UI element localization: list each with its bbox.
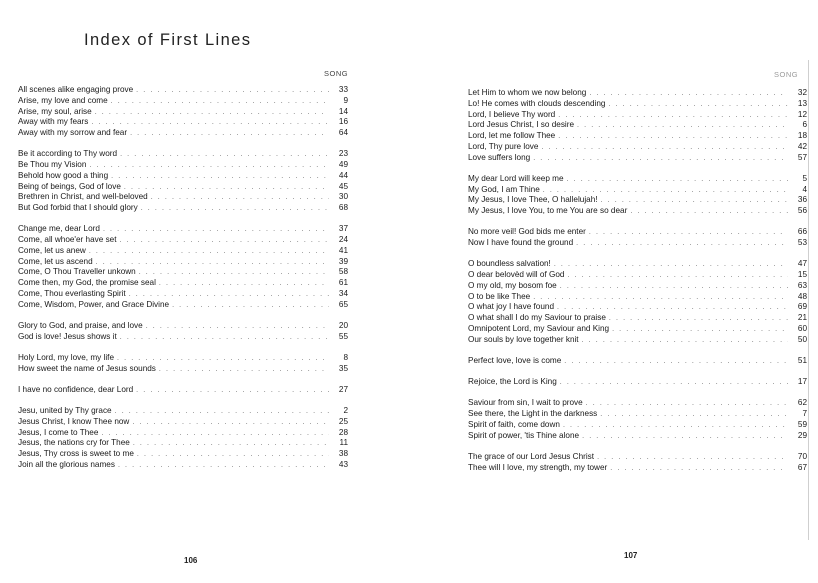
song-number: 53 — [797, 238, 807, 247]
song-number: 56 — [797, 206, 807, 215]
song-number: 23 — [338, 149, 348, 159]
page-number: 107 — [624, 551, 638, 560]
dot-leader — [601, 196, 788, 207]
first-line-text: Lord, I believe Thy word — [468, 109, 556, 119]
song-number: 65 — [338, 299, 348, 309]
dot-leader — [146, 322, 329, 333]
first-line-text: Come, Thou everlasting Spirit — [18, 288, 126, 298]
first-line-text: Jesus, Thy cross is sweet to me — [18, 449, 134, 458]
song-number: 44 — [338, 170, 348, 180]
first-line-text: God is love! Jesus shows it — [18, 331, 117, 341]
dot-leader — [533, 293, 788, 304]
first-line-text: Thee will I love, my strength, my tower — [468, 462, 608, 472]
dot-leader — [141, 204, 329, 215]
dot-leader — [576, 239, 788, 250]
index-group — [468, 452, 807, 474]
first-line-text: O boundless salvation! — [468, 259, 551, 269]
first-line-text: Jesus, the nations cry for Thee — [18, 438, 130, 448]
song-number: 59 — [797, 419, 807, 429]
index-group — [18, 353, 348, 375]
dot-leader — [597, 453, 788, 464]
dot-leader — [120, 333, 329, 344]
page-number: 106 — [184, 556, 198, 565]
dot-leader — [111, 97, 329, 108]
index-entry — [468, 452, 807, 463]
song-number: 41 — [338, 245, 348, 255]
song-number: 35 — [338, 363, 348, 373]
dot-leader — [541, 143, 788, 154]
first-line-text: Behold how good a thing — [18, 170, 109, 180]
song-number: 17 — [797, 377, 807, 386]
dot-leader — [120, 236, 330, 247]
index-entry — [468, 174, 807, 185]
song-number: 68 — [338, 203, 348, 212]
index-group — [468, 174, 807, 217]
index-column-right — [468, 88, 807, 484]
index-entry — [18, 353, 348, 364]
first-line-text: Spirit of power, 'tis Thine alone — [468, 430, 580, 440]
first-line-text: The grace of our Lord Jesus Christ — [468, 451, 595, 461]
index-entry — [468, 335, 807, 346]
dot-leader — [111, 172, 329, 183]
first-line-text: No more veil! God bids me enter — [468, 227, 586, 237]
song-number: 55 — [338, 331, 348, 341]
song-number: 64 — [338, 128, 348, 137]
index-entry — [18, 149, 348, 160]
dot-leader — [554, 260, 788, 271]
first-line-text: Let Him to whom we now belong — [468, 88, 587, 97]
song-number: 39 — [338, 256, 348, 266]
song-number: 29 — [797, 430, 807, 440]
index-entry — [468, 324, 807, 335]
dot-leader — [103, 225, 329, 236]
first-line-text: I have no confidence, dear Lord — [18, 384, 134, 394]
song-number: 24 — [338, 235, 348, 244]
dot-leader — [533, 154, 788, 165]
first-line-text: Lo! He comes with clouds descending — [468, 98, 606, 108]
first-line-text: My Jesus, I love You, to me You are so dear — [468, 206, 628, 215]
song-number: 21 — [797, 313, 807, 322]
song-number: 42 — [797, 141, 807, 151]
dot-leader — [136, 86, 329, 97]
first-line-text: Come, O Thou Traveller unkown — [18, 267, 136, 277]
first-line-text: Love suffers long — [468, 152, 531, 162]
first-line-text: O what shall I do my Saviour to praise — [468, 313, 606, 322]
first-line-text: Come, let us ascend — [18, 256, 93, 266]
index-entry — [18, 267, 348, 278]
first-line-text: Change me, dear Lord — [18, 224, 100, 234]
index-group — [18, 385, 348, 396]
first-line-text: Lord Jesus Christ, I so desire — [468, 120, 575, 130]
song-number: 50 — [797, 334, 807, 344]
index-entry — [18, 417, 348, 428]
dot-leader — [89, 247, 329, 258]
dot-leader — [610, 464, 788, 475]
song-number: 28 — [338, 427, 348, 437]
dot-leader — [609, 314, 788, 325]
index-entry — [468, 227, 807, 238]
first-line-text: Jesu, united by Thy grace — [18, 406, 112, 415]
first-line-text: Perfect love, love is come — [468, 355, 562, 365]
song-number: 57 — [797, 152, 807, 162]
first-line-text: Arise, my soul, arise — [18, 106, 92, 116]
index-entry — [468, 292, 807, 303]
song-number: 30 — [338, 192, 348, 202]
song-number: 16 — [338, 117, 348, 127]
index-entry — [18, 246, 348, 257]
song-number: 4 — [802, 184, 807, 194]
dot-leader — [630, 207, 788, 218]
first-line-text: Come, Wisdom, Power, and Grace Divine — [18, 299, 170, 309]
dot-leader — [582, 432, 788, 443]
song-number: 60 — [797, 323, 807, 333]
index-entry — [468, 110, 807, 121]
dot-leader — [560, 378, 788, 389]
song-number: 43 — [338, 459, 348, 469]
index-entry — [18, 85, 348, 96]
song-number: 62 — [797, 398, 807, 408]
first-line-text: See there, the Light in the darkness — [468, 409, 598, 418]
first-line-text: O my old, my bosom foe — [468, 280, 557, 290]
first-line-text: Jesus Christ, I know Thee now — [18, 416, 130, 426]
first-line-text: How sweet the name of Jesus sounds — [18, 363, 156, 373]
dot-leader — [577, 121, 788, 132]
first-line-text: Rejoice, the Lord is King — [468, 377, 557, 386]
song-number: 47 — [797, 259, 807, 269]
first-line-text: Be Thou my Vision — [18, 160, 87, 169]
song-number: 32 — [797, 88, 807, 97]
dot-leader — [567, 271, 788, 282]
first-line-text: Brethren in Christ, and well-beloved — [18, 192, 148, 202]
index-entry — [468, 420, 807, 431]
index-group — [468, 259, 807, 345]
dot-leader — [137, 450, 329, 461]
dot-leader — [89, 161, 329, 172]
index-entry — [468, 259, 807, 270]
song-number: 51 — [797, 355, 807, 365]
dot-leader — [564, 357, 788, 368]
index-entry — [18, 224, 348, 235]
index-entry — [18, 385, 348, 396]
dot-leader — [172, 301, 329, 312]
song-number: 12 — [797, 109, 807, 119]
song-number: 2 — [343, 406, 348, 415]
first-line-text: Come, all whoe'er have set — [18, 235, 117, 244]
index-entry — [468, 409, 807, 420]
first-line-text: Glory to God, and praise, and love — [18, 320, 143, 330]
song-number: 9 — [343, 95, 348, 105]
index-group — [468, 398, 807, 441]
index-entry — [468, 356, 807, 367]
dot-leader — [159, 365, 329, 376]
song-number: 13 — [797, 98, 807, 108]
index-entry — [468, 185, 807, 196]
index-entry — [468, 131, 807, 142]
song-number: 70 — [797, 451, 807, 461]
song-number: 6 — [802, 120, 807, 130]
first-line-text: Be it according to Thy word — [18, 149, 118, 159]
first-line-text: Spirit of faith, come down — [468, 419, 560, 429]
index-group — [18, 406, 348, 471]
index-entry — [468, 270, 807, 281]
dot-leader — [567, 175, 788, 186]
index-entry — [18, 128, 348, 139]
song-number: 61 — [338, 278, 348, 287]
song-number: 8 — [343, 352, 348, 362]
index-entry — [18, 160, 348, 171]
index-entry — [468, 238, 807, 249]
dot-leader — [115, 407, 329, 418]
song-number: 33 — [338, 85, 348, 94]
dot-leader — [589, 228, 788, 239]
index-entry — [468, 313, 807, 324]
dot-leader — [133, 439, 329, 450]
first-line-text: Our souls by love together knit — [468, 334, 579, 344]
index-entry — [18, 364, 348, 375]
first-line-text: All scenes alike engaging prove — [18, 85, 134, 94]
song-number: 7 — [802, 409, 807, 418]
page-title: Index of First Lines — [84, 31, 252, 49]
first-line-text: O what joy I have found — [468, 302, 555, 312]
first-line-text: Lord, Thy pure love — [468, 141, 539, 151]
song-number: 11 — [339, 438, 348, 448]
index-group — [468, 227, 807, 249]
index-entry — [18, 117, 348, 128]
index-entry — [18, 428, 348, 439]
song-column-header: SONG — [324, 69, 349, 78]
index-entry — [468, 377, 807, 388]
first-line-text: Join all the glorious names — [18, 459, 115, 469]
song-number: 27 — [338, 384, 348, 394]
first-line-text: O to be like Thee — [468, 291, 531, 301]
index-entry — [18, 438, 348, 449]
song-number: 34 — [338, 288, 348, 298]
first-line-text: Holy Lord, my love, my life — [18, 352, 115, 362]
index-entry — [468, 153, 807, 164]
first-line-text: Arise, my love and come — [18, 95, 108, 105]
song-number: 48 — [797, 291, 807, 301]
index-entry — [468, 195, 807, 206]
dot-leader — [132, 418, 329, 429]
song-number: 5 — [802, 173, 807, 183]
dot-leader — [136, 386, 329, 397]
first-line-text: Come, let us anew — [18, 245, 86, 255]
first-line-text: O dear belovèd will of God — [468, 270, 565, 279]
index-column-left — [18, 85, 348, 481]
index-entry — [468, 302, 807, 313]
index-entry — [468, 398, 807, 409]
index-entry — [468, 88, 807, 99]
dot-leader — [558, 111, 788, 122]
dot-leader — [151, 193, 329, 204]
right-page — [409, 0, 818, 583]
song-number: 15 — [797, 270, 807, 279]
song-number: 45 — [338, 181, 348, 191]
index-entry — [18, 182, 348, 193]
index-entry — [18, 332, 348, 343]
first-line-text: Saviour from sin, I wait to prove — [468, 398, 583, 408]
dot-leader — [586, 399, 788, 410]
first-line-text: Omnipotent Lord, my Saviour and King — [468, 323, 610, 333]
song-number: 25 — [338, 416, 348, 426]
index-entry — [468, 463, 807, 474]
first-line-text: Jesus, I come to Thee — [18, 427, 99, 437]
dot-leader — [120, 150, 329, 161]
index-entry — [18, 96, 348, 107]
index-entry — [18, 257, 348, 268]
index-entry — [18, 192, 348, 203]
index-entry — [18, 449, 348, 460]
song-number: 69 — [797, 302, 807, 312]
index-entry — [468, 120, 807, 131]
index-group — [468, 356, 807, 367]
index-group — [468, 377, 807, 388]
first-line-text: Away with my sorrow and fear — [18, 128, 128, 137]
dot-leader — [159, 279, 329, 290]
index-entry — [468, 99, 807, 110]
index-entry — [468, 142, 807, 153]
index-entry — [18, 321, 348, 332]
first-line-text: Away with my fears — [18, 117, 89, 127]
song-number: 49 — [338, 160, 348, 169]
dot-leader — [612, 325, 788, 336]
dot-leader — [608, 100, 788, 111]
dot-leader — [118, 461, 329, 472]
first-line-text: My Jesus, I love Thee, O hallelujah! — [468, 195, 598, 205]
first-line-text: But God forbid that I should glory — [18, 203, 138, 212]
first-line-text: Come then, my God, the promise seal — [18, 278, 156, 287]
dot-leader — [139, 268, 329, 279]
page-edge-divider — [808, 60, 809, 540]
index-group — [18, 321, 348, 343]
song-number: 66 — [797, 227, 807, 237]
index-entry — [18, 171, 348, 182]
index-entry — [468, 281, 807, 292]
dot-leader — [130, 129, 329, 140]
dot-leader — [558, 132, 788, 143]
song-number: 20 — [338, 320, 348, 330]
index-entry — [18, 107, 348, 118]
first-line-text: Lord, let me follow Thee — [468, 131, 556, 140]
dot-leader — [600, 410, 788, 421]
index-group — [18, 85, 348, 139]
dot-leader — [124, 183, 329, 194]
index-entry — [18, 289, 348, 300]
song-number: 14 — [338, 106, 348, 116]
song-number: 37 — [338, 224, 348, 234]
dot-leader — [95, 108, 329, 119]
index-group — [18, 224, 348, 310]
song-number: 67 — [797, 462, 807, 472]
index-entry — [18, 235, 348, 246]
index-group — [18, 149, 348, 214]
song-number: 58 — [338, 267, 348, 277]
first-line-text: My dear Lord will keep me — [468, 173, 564, 183]
song-number: 38 — [338, 449, 348, 458]
index-entry — [18, 460, 348, 471]
index-entry — [18, 278, 348, 289]
first-line-text: Being of beings, God of love — [18, 181, 121, 191]
dot-leader — [563, 421, 788, 432]
index-entry — [18, 203, 348, 214]
dot-leader — [589, 89, 788, 100]
song-number: 18 — [797, 131, 807, 140]
index-entry — [18, 300, 348, 311]
index-entry — [468, 431, 807, 442]
index-entry — [468, 206, 807, 217]
dot-leader — [101, 429, 329, 440]
song-column-header: SONG — [774, 70, 799, 79]
song-number: 36 — [797, 195, 807, 205]
dot-leader — [560, 282, 788, 293]
first-line-text: My God, I am Thine — [468, 184, 540, 194]
index-entry — [18, 406, 348, 417]
dot-leader — [582, 336, 788, 347]
index-group — [468, 88, 807, 163]
first-line-text: Now I have found the ground — [468, 238, 574, 247]
song-number: 63 — [797, 280, 807, 290]
